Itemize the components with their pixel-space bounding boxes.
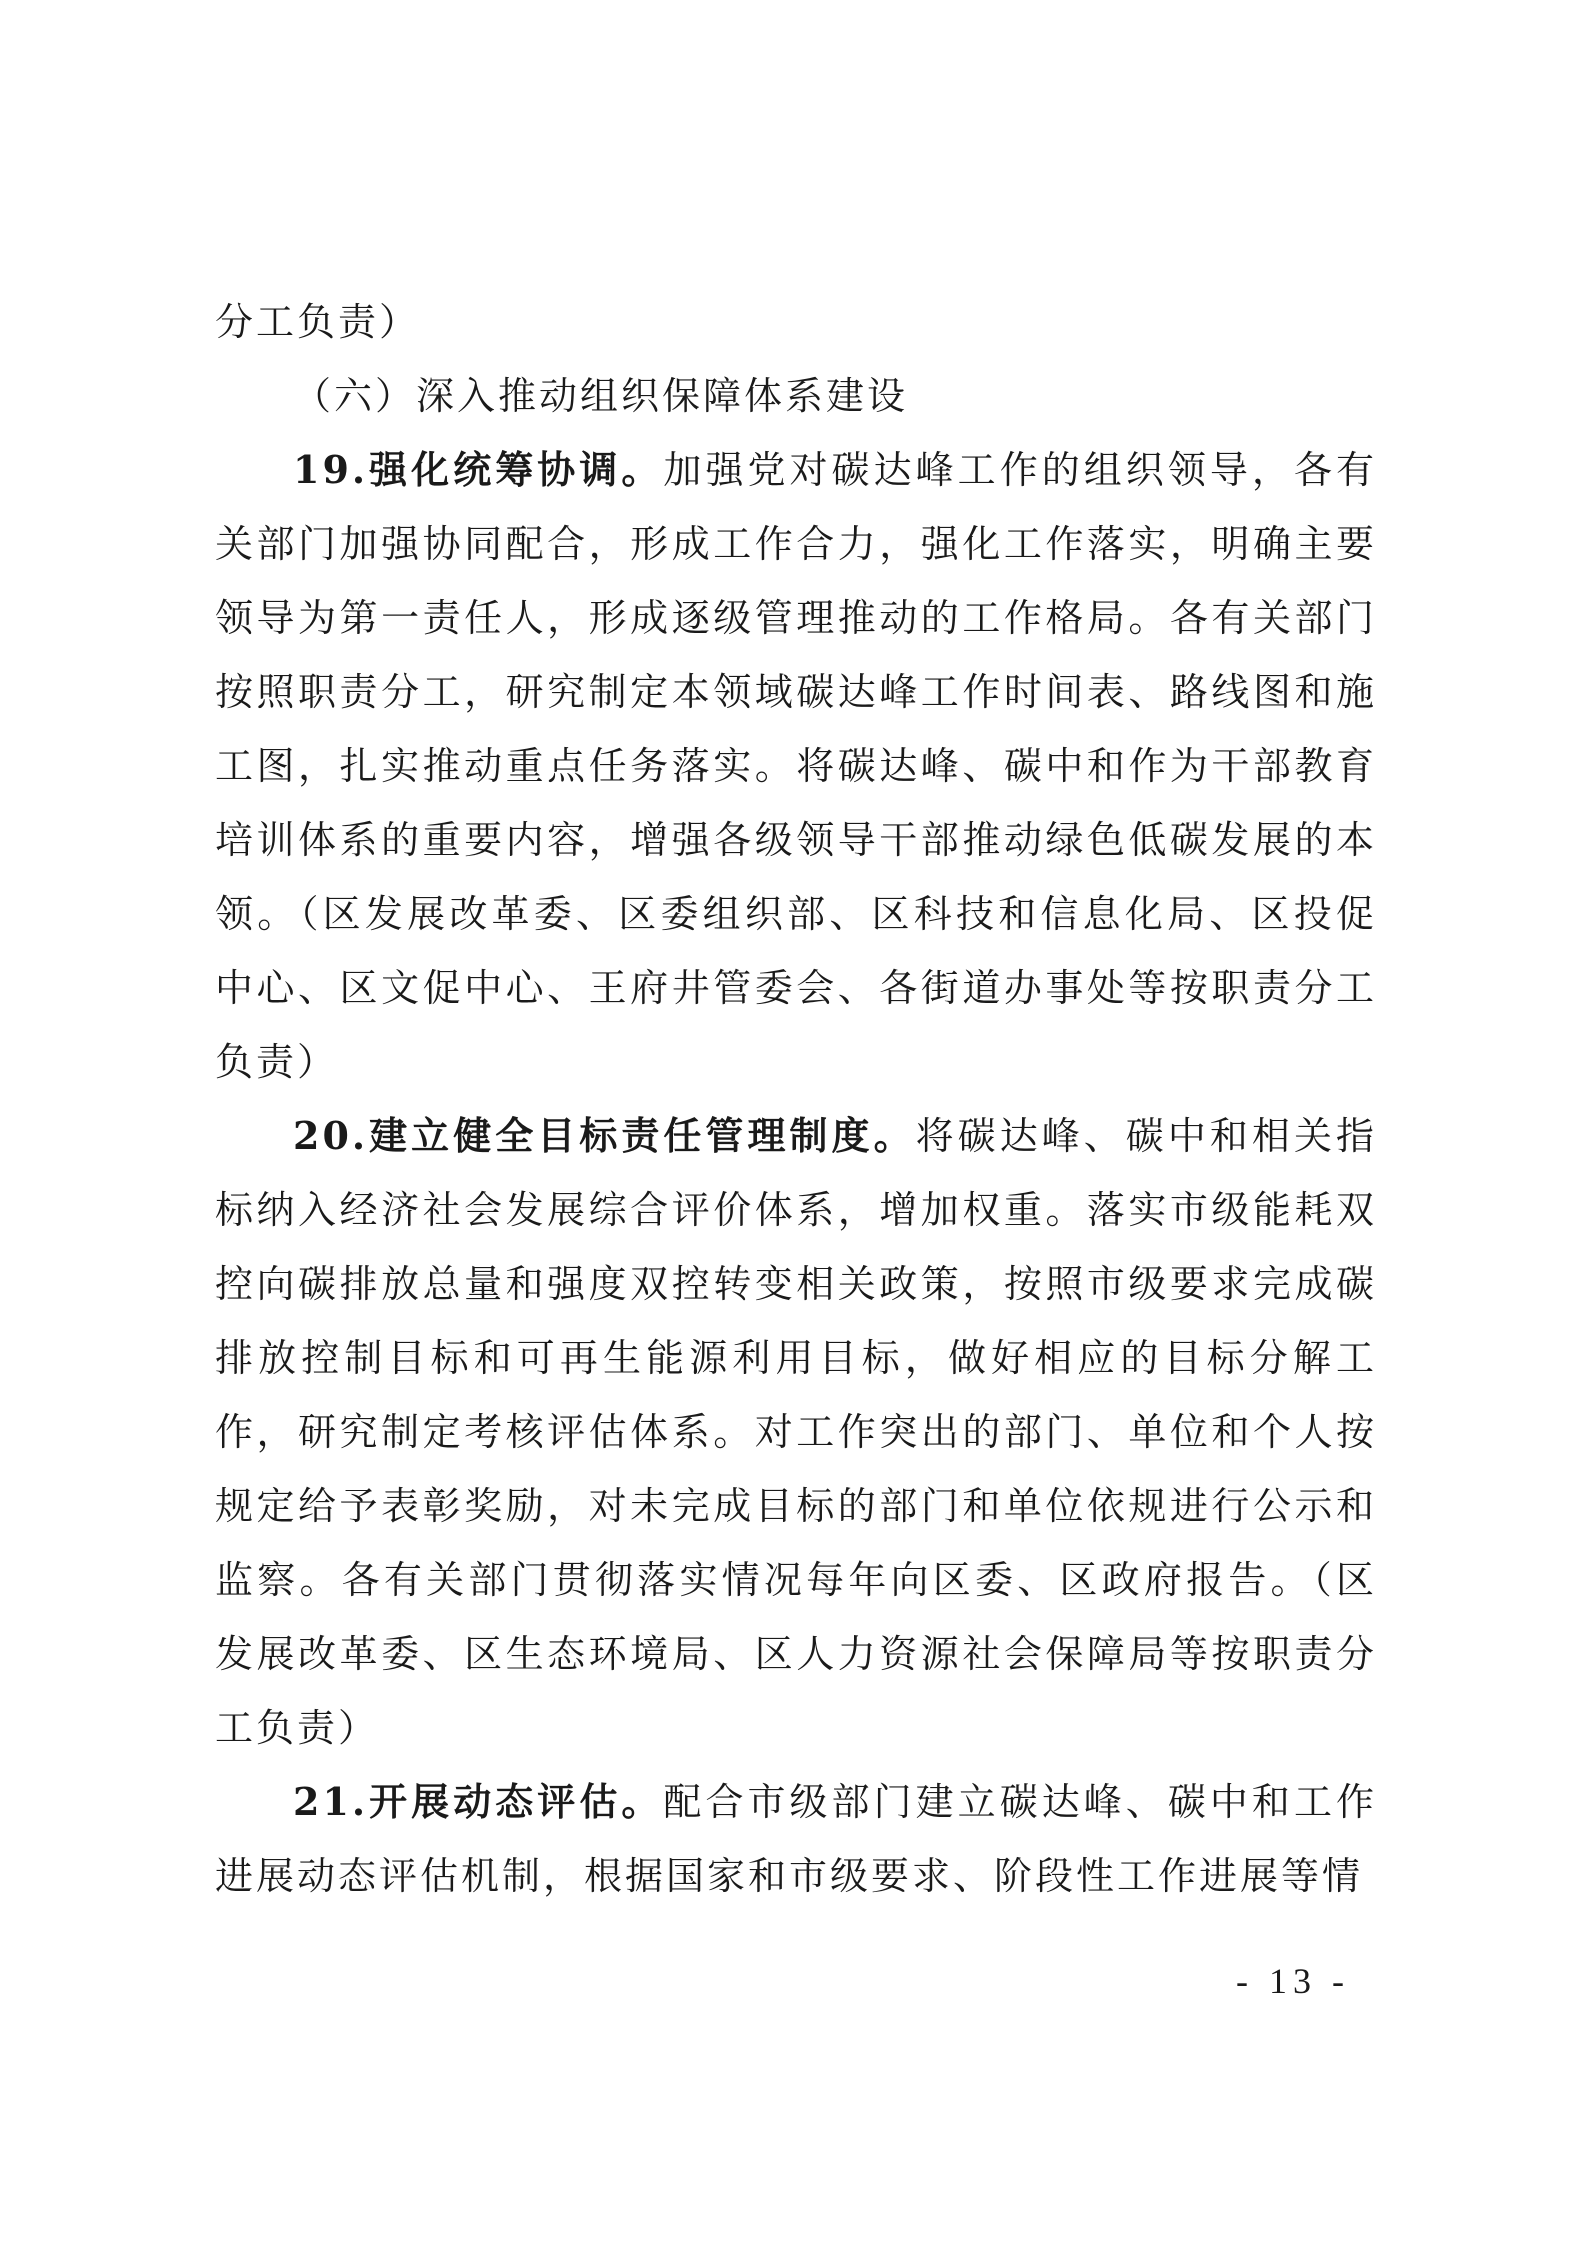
item-19-paragraph: [215, 433, 1377, 1099]
page-number: - 13 -: [1236, 1961, 1350, 2001]
item-19-title: 19.强化统筹协调。: [293, 447, 664, 492]
item-20-title: 20.建立健全目标责任管理制度。: [293, 1113, 916, 1158]
item-19-body: 加强党对碳达峰工作的组织领导，各有关部门加强协同配合，形成工作合力，强化工作落实，明确主要领导为第一责任人，形成逐级管理推动的工作格局。各有关部门按照职责分工，研究制定本领域碳达峰工作时间表、路线图和施工图，扎实推动重点任务落实。将碳达峰、碳中和作为干部教育培训体系的重要内容，增强各级领导干部推动绿色低碳发展的本领。（区发展改革委、区委组织部、区科技和信息化局、区投促中心、区文促中心、王府井管委会、各街道办事处等按职责分工负责）: [215, 448, 1377, 1084]
item-21-title: 21.开展动态评估。: [293, 1779, 664, 1824]
body-text: [215, 285, 1377, 1913]
section-heading: （六）深入推动组织保障体系建设: [293, 374, 909, 418]
item-20-paragraph: [215, 1099, 1377, 1765]
item-21-paragraph: [215, 1765, 1377, 1913]
item-20-body: 将碳达峰、碳中和相关指标纳入经济社会发展综合评价体系，增加权重。落实市级能耗双控向碳排放总量和强度双控转变相关政策，按照市级要求完成碳排放控制目标和可再生能源利用目标，做好相应的目标分解工作，研究制定考核评估体系。对工作突出的部门、单位和个人按规定给予表彰奖励，对未完成目标的部门和单位依规进行公示和监察。各有关部门贯彻落实情况每年向区委、区政府报告。（区发展改革委、区生态环境局、区人力资源社会保障局等按职责分工负责）: [215, 1114, 1377, 1750]
continuation-paragraph: 分工负责）: [215, 300, 421, 344]
item-21-body: 配合市级部门建立碳达峰、碳中和工作进展动态评估机制，根据国家和市级要求、阶段性工作进展等情: [215, 1780, 1377, 1898]
